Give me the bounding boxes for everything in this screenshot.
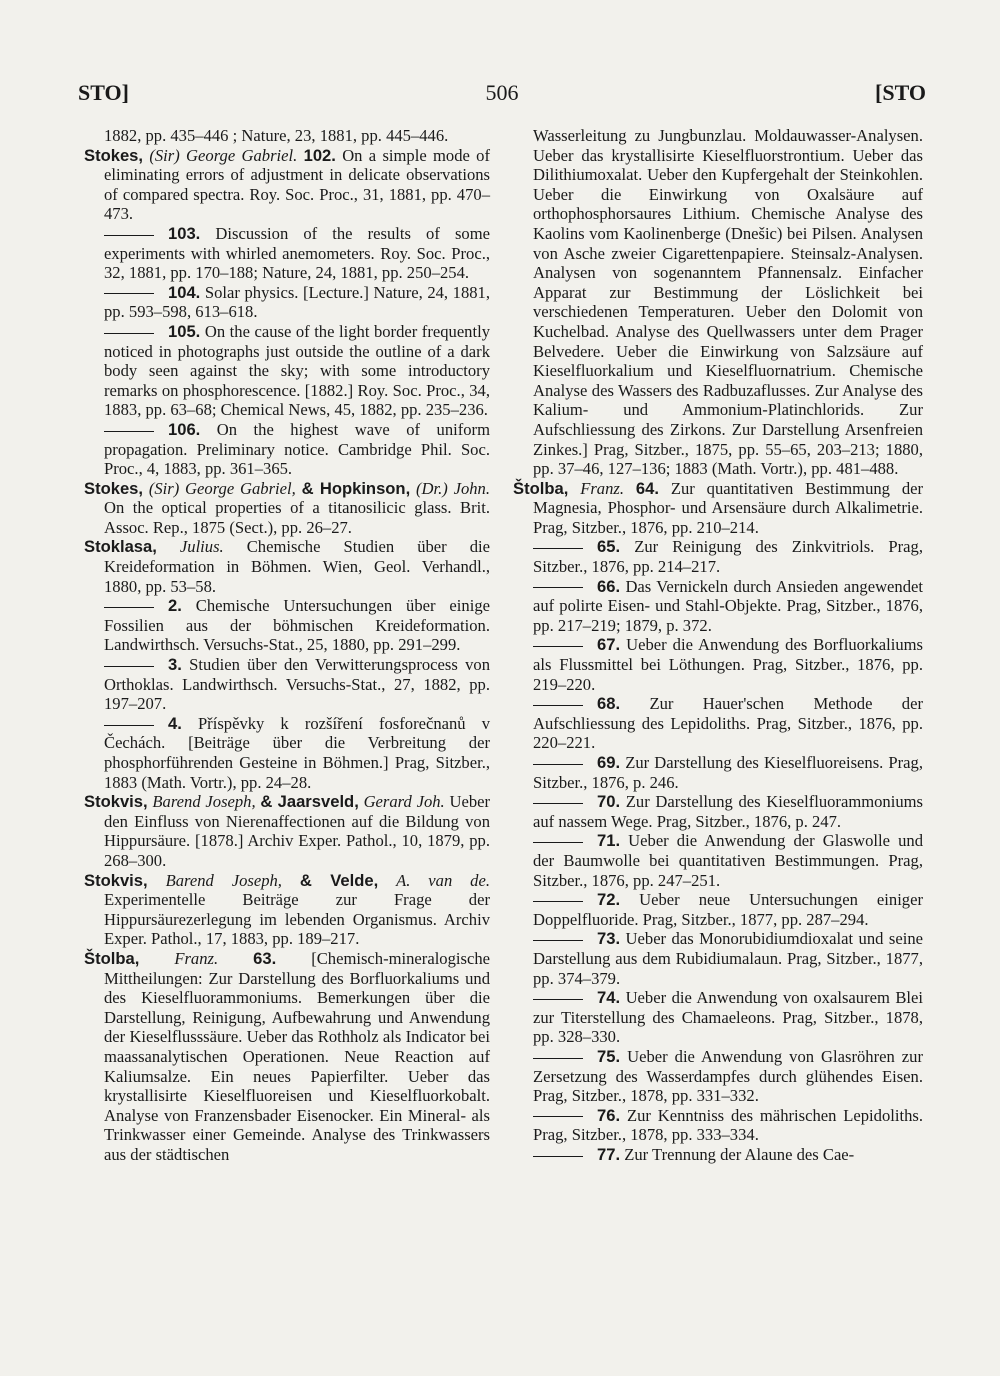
bibliography-entry (84, 283, 490, 322)
bibliography-entry (513, 792, 923, 831)
bibliography-entry (513, 988, 923, 1047)
running-head-left: STO] (78, 80, 129, 105)
ditto-rule (104, 293, 154, 294)
entry-text: Ueber die Anwendung der Glaswolle und der Baumwolle bei quantitativen Bestimmungen. Prag, Sitzber., 1876, pp. 247–251. (533, 831, 923, 890)
page-number: 506 (485, 80, 519, 105)
entry-number: 72. (597, 890, 621, 910)
bibliography-entry (513, 577, 923, 636)
bibliography-entry (513, 1145, 923, 1165)
entry-text: Studien über den Verwitterungsprocess von Orthoklas. Landwirthsch. Versuchs-Stat., 27, 1882, pp. 197–207. (104, 655, 490, 714)
bibliography-entry (84, 146, 490, 224)
entry-number: 65. (597, 537, 621, 557)
ditto-rule (104, 235, 154, 236)
ditto-rule (104, 333, 154, 334)
ditto-rule (533, 1156, 583, 1157)
author-forename: Franz. (174, 948, 219, 968)
entry-number: 75. (597, 1046, 621, 1066)
ditto-rule (104, 607, 154, 608)
bibliography-entry (84, 420, 490, 479)
bibliography-entry (84, 479, 490, 538)
entry-text: [Chemisch-mineralogische Mittheilungen: Zur Darstellung des Borfluorkaliums und des Kieselfluorammoniums. Bemerkungen über die Darstellung, Reinigung, Aufbewahrung und Anwendung der Kieselflusssäure. Ueber das Rothholz als Indicator bei maassanalytischen Operationen. Neue Reaction auf Kaliumsalze. Ein neues Papierfilter. Ueber das krystallisirte Kieselfluoreisen und Kieselfluorkobalt. Analyse von Franzensbader Eisenocker. Ein Mineral- als Trinkwasser einer Gemeinde. Analyse des Trinkwassers aus der städtischen (104, 948, 490, 1164)
entry-text: Ueber die Anwendung von oxalsaurem Blei zur Titerstellung des Chamaeleons. Prag, Sitzber., 1878, pp. 328–330. (533, 988, 923, 1047)
author-surname: Stokvis, (84, 870, 148, 890)
ditto-rule (533, 803, 583, 804)
ditto-rule (533, 764, 583, 765)
running-head (78, 80, 926, 114)
entry-text: 1882, pp. 435–446 ; Nature, 23, 1881, pp. 445–446. (104, 126, 449, 145)
bibliography-entry (513, 537, 923, 576)
entry-text: On the highest wave of uniform propagation. Preliminary notice. Cambridge Phil. Soc. Proc., 4, 1883, pp. 361–365. (104, 419, 490, 479)
entry-number: 67. (597, 635, 621, 655)
running-head-right: [STO (875, 80, 926, 105)
entry-text: Ueber die Anwendung von Glasröhren zur Zersetzung des Wasserdampfes durch glühendes Eisen. Prag, Sitzber., 1878, pp. 331–332. (533, 1046, 923, 1106)
ditto-rule (533, 1058, 583, 1059)
entry-number: 70. (597, 792, 621, 812)
entry-text: Zur Darstellung des Kieselfluorammoniums auf nassem Wege. Prag, Sitzber., 1876, p. 247. (533, 792, 923, 831)
ditto-rule (533, 548, 583, 549)
ditto-rule (104, 725, 154, 726)
bibliography-entry (513, 890, 923, 929)
entry-continuation (84, 126, 490, 146)
entry-number: 77. (597, 1144, 621, 1164)
author-surname: Štolba, (84, 948, 140, 968)
bibliography-entry (84, 224, 490, 283)
entry-text: Zur Trennung der Alaune des Cae- (624, 1144, 855, 1164)
entry-text: Ueber die Anwendung des Borfluorkaliums als Flussmittel bei Löthungen. Prag, Sitzber., 1876, pp. 219–220. (533, 635, 923, 694)
entry-number: 74. (597, 988, 621, 1008)
bibliography-entry (84, 537, 490, 596)
author-forename: Barend Joseph, (165, 870, 282, 890)
entry-text: Ueber den Einfluss von Nierenaffectionen auf die Bildung von Hippursäure. [1878.] Archiv Exper. Pathol., 10, 1879, pp. 268–300. (104, 792, 491, 870)
entry-number: 3. (168, 655, 182, 675)
author-surname: Štolba, (513, 478, 569, 498)
ditto-rule (533, 901, 583, 902)
entry-number: 104. (168, 282, 201, 302)
entry-text: Příspěvky k rozšíření fosforečnanů v Čechách. [Beiträge über die Verbreitung der phosphorführenden Gesteine in Böhmen.] Prag, Sitzber., 1883 (Math. Vortr.), pp. 24–28. (104, 713, 490, 792)
entry-text: Experimentelle Beiträge zur Frage der Hippursäurezerlegung im lebenden Organismus. Archiv Exper. Pathol., 17, 1883, pp. 189–217. (104, 890, 490, 949)
author-forename: Franz. (580, 478, 624, 498)
left-column (84, 126, 490, 1164)
bibliography-entry (84, 792, 490, 870)
ditto-rule (104, 431, 154, 432)
bibliography-entry (84, 596, 490, 655)
entry-number: 73. (597, 929, 621, 949)
author-forename: (Sir) George Gabriel. (149, 145, 298, 165)
author-forename: (Sir) George Gabriel, (148, 478, 296, 498)
coauthor-surname: & Hopkinson, (301, 478, 411, 498)
bibliography-entry (84, 655, 490, 714)
author-surname: Stokes, (84, 478, 144, 498)
entry-text: On a simple mode of eliminating errors of adjustment in delicate observations of compared spectra. Roy. Soc. Proc., 31, 1881, pp. 470–473. (104, 145, 490, 224)
ditto-rule (533, 587, 583, 588)
entry-number: 103. (168, 223, 201, 243)
ditto-rule (533, 705, 583, 706)
ditto-rule (533, 1116, 583, 1117)
entry-number: 76. (597, 1105, 621, 1125)
entry-number: 2. (168, 596, 182, 616)
entry-number: 63. (253, 948, 277, 968)
entry-text: Discussion of the results of some experiments with whirled anemometers. Roy. Soc. Proc., 32, 1881, pp. 170–188; Nature, 24, 1881, pp. 250–254. (104, 223, 491, 283)
bibliography-entry (513, 929, 923, 988)
entry-text: Ueber neue Untersuchungen einiger Doppelfluoride. Prag, Sitzber., 1877, pp. 287–294. (533, 890, 923, 929)
entry-number: 66. (597, 576, 621, 596)
entry-number: 68. (597, 694, 621, 714)
coauthor-surname: & Jaarsveld, (260, 792, 359, 812)
coauthor-forename: A. van de. (396, 870, 490, 890)
bibliography-entry (84, 871, 490, 949)
ditto-rule (533, 646, 583, 647)
entry-text: Zur Darstellung des Kieselfluoreisens. Prag, Sitzber., 1876, p. 246. (533, 753, 923, 792)
entry-number: 106. (168, 419, 201, 439)
coauthor-forename: Gerard Joh. (363, 792, 445, 812)
entry-text: On the cause of the light border frequently noticed in photographs just outside the outline of a dark body seen against the sky; with some introductory remarks on phosphorescence. [1882.] Roy. Soc. Proc., 34, 1883, pp. 63–68; Chemical News, 45, 1882, pp. 235–236. (104, 321, 490, 420)
bibliography-entry (513, 694, 923, 753)
entry-text: Zur quantitativen Bestimmung der Magnesia, Phosphor- und Arsensäure durch Alkalimetrie. Prag, Sitzber., 1876, pp. 210–214. (533, 478, 924, 537)
entry-text: Zur Hauer'schen Methode der Aufschliessung des Lepidoliths. Prag, Sitzber., 1876, pp. 220–221. (533, 694, 923, 753)
entry-number: 64. (635, 478, 659, 498)
author-forename: Julius. (179, 537, 224, 557)
author-surname: Stokes, (84, 145, 144, 165)
ditto-rule (533, 999, 583, 1000)
bibliography-entry (513, 831, 923, 890)
author-forename: Barend Joseph, (152, 792, 256, 812)
bibliography-entry (84, 322, 490, 420)
entry-number: 69. (597, 753, 621, 772)
right-column (513, 126, 923, 1164)
author-surname: Stoklasa, (84, 537, 157, 557)
entry-number: 102. (303, 145, 336, 165)
bibliography-entry (513, 1106, 923, 1145)
entry-text: Zur Kenntniss des mährischen Lepidoliths. Prag, Sitzber., 1878, pp. 333–334. (533, 1105, 923, 1145)
entry-text: Solar physics. [Lecture.] Nature, 24, 1881, pp. 593–598, 613–618. (104, 282, 491, 322)
bibliography-entry (513, 1047, 923, 1106)
entry-number: 4. (168, 713, 182, 733)
entry-text: Ueber das Monorubidiumdioxalat und seine Darstellung aus dem Rubidiumalaun. Prag, Sitzber., 1877, pp. 374–379. (533, 929, 923, 988)
entry-number: 71. (597, 831, 621, 851)
coauthor-surname: & Velde, (299, 870, 379, 890)
bibliography-entry (513, 479, 923, 538)
bibliography-entry (84, 714, 490, 792)
author-surname: Stokvis, (84, 792, 148, 812)
entry-text: Zur Reinigung des Zinkvitriols. Prag, Sitzber., 1876, pp. 214–217. (533, 537, 923, 577)
bibliography-entry (84, 949, 490, 1165)
bibliography-entry (513, 635, 923, 694)
entry-text: Das Vernickeln durch Ansieden angewendet auf polirte Eisen- und Stahl-Objekte. Prag, Sitzber., 1876, pp. 217–219; 1879, p. 372. (533, 576, 923, 635)
ditto-rule (533, 842, 583, 843)
ditto-rule (104, 666, 154, 667)
entry-continuation (513, 126, 923, 479)
ditto-rule (533, 940, 583, 941)
entry-text: Wasserleitung zu Jungbunzlau. Moldauwasser-Analysen. Ueber das krystallisirte Kieselfluorstrontium. Ueber das Dilithiumoxalat. Ueber den Kupfergehalt der Steinkohlen. Ueber die Einwirkung von Oxalsäure auf orthophosphorsaures Lithium. Chemische Analyse des Kaolins vom Kaolinenberge (Dnešic) bei Pilsen. Analysen von Asche zweier Cigarettenpapiere. Steinsalz-Analysen. Analysen von sogenanntem Pfannensalz. Einfacher Apparat zur Bestimmung der Löslichkeit bei verschiedenen Temperaturen. Ueber den Dolomit von Kuchelbad. Analyse des Quellwassers unter dem Prager Belvedere. Ueber die Einwirkung von Salzsäure auf Kieselfluorkalium und Kieselfluornatrium. Chemische Analyse des Wassers des Radbuzaflusses. Zur Analyse des Kalium- und Ammonium-Platinchlorids. Zur Aufschliessung des Zirkons. Zur Darstellung Arsenfreien Zinkes.] Prag, Sitzber., 1875, pp. 55–65, 203–213; 1880, pp. 37–46, 127–136; 1883 (Math. Vortr.), pp. 481–488. (533, 126, 923, 479)
entry-text: Chemische Studien über die Kreideformation in Böhmen. Wien, Geol. Verhandl., 1880, pp. 53–58. (104, 537, 490, 596)
entry-text: Chemische Untersuchungen über einige Fossilien aus der böhmischen Kreideformation. Landwirthsch. Versuchs-Stat., 25, 1880, pp. 291–299. (104, 596, 490, 655)
entry-text: On the optical properties of a titanosilicic glass. Brit. Assoc. Rep., 1875 (Sect.), pp. 26–27. (104, 498, 490, 537)
bibliography-entry (513, 753, 923, 792)
coauthor-forename: (Dr.) John. (416, 478, 491, 498)
entry-number: 105. (168, 321, 201, 341)
